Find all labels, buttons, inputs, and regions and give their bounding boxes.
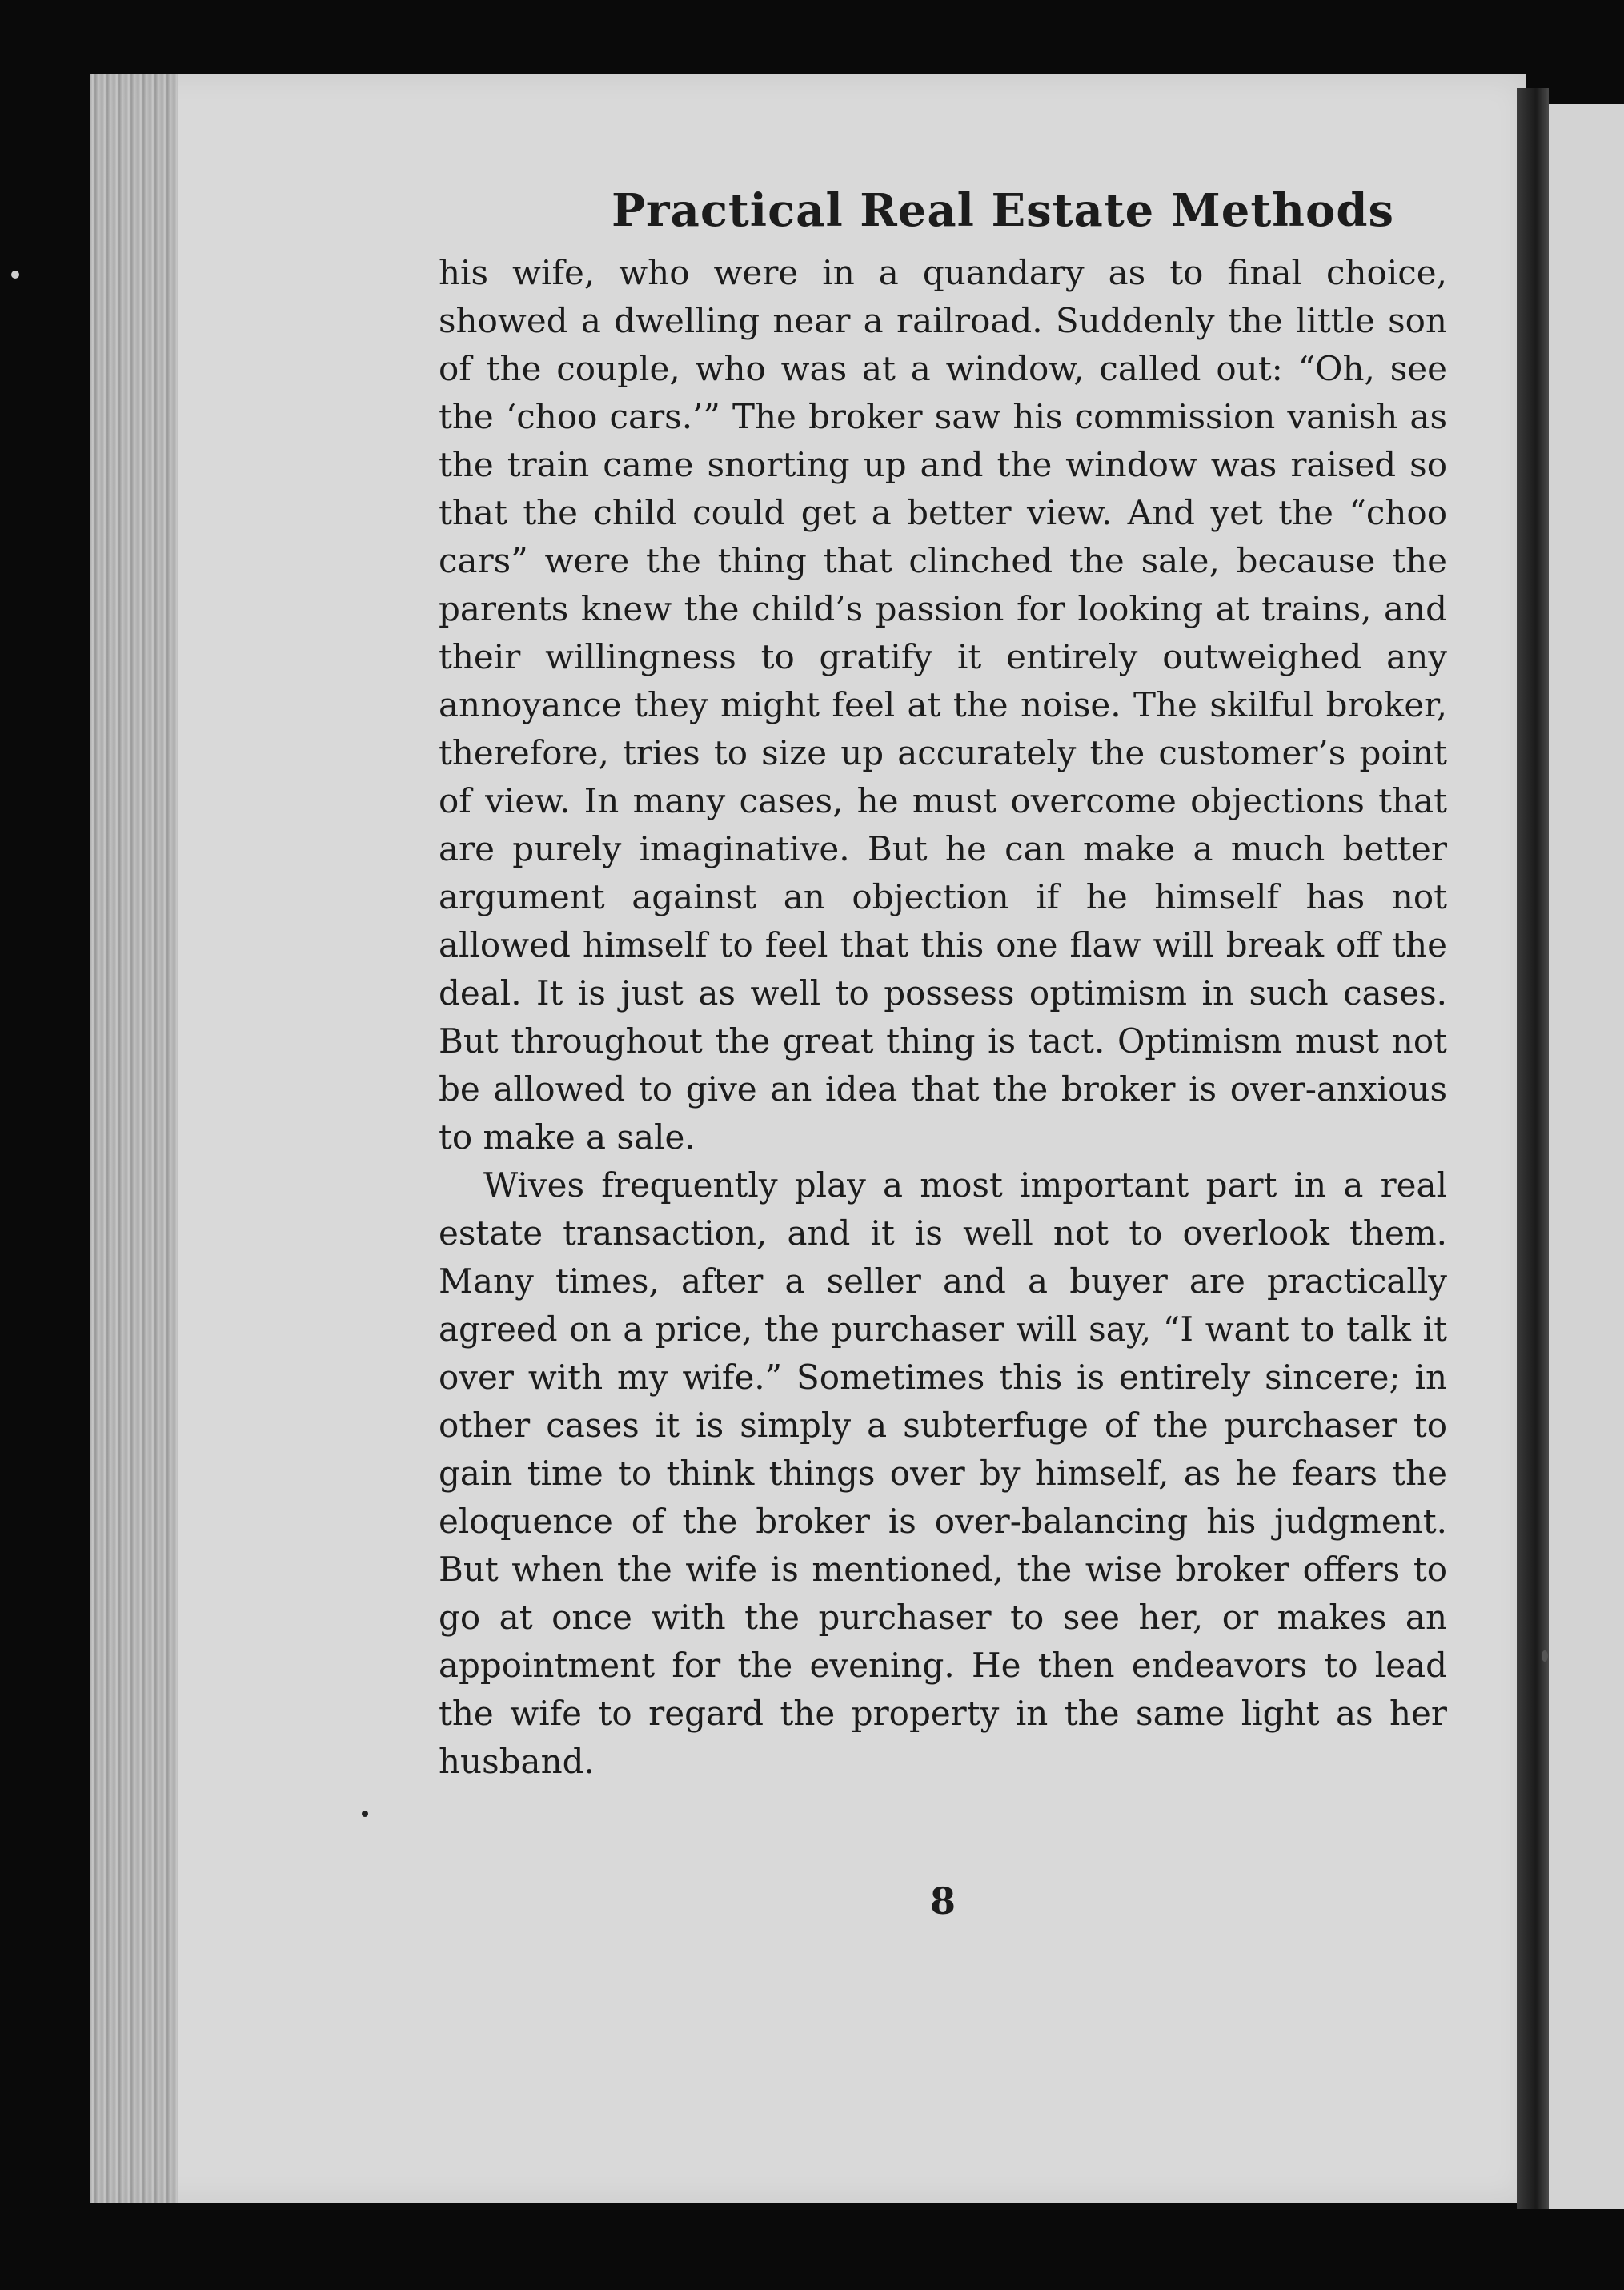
body-paragraph-1: his wife, who were in a quandary as to final choice, showed a dwelling near a railroad. Suddenly the little son of the couple, who was at a window, called out: “Oh, see the ‘choo cars.’” The broker saw his commission vanish as the train came snorting up and the window was raised so that the child could get a better view. And yet the “choo cars” were the thing that clinched the sale, because the parents knew the child’s passion for looking at trains, and their willingness to gratify it entirely outweighed any annoyance they might feel at the noise. The skilful broker, therefore, tries to size up accurately the customer’s point of view. In many cases, he must overcome objections that are purely imaginative. But he can make a much better argument against an objection if he himself has not allowed himself to feel that this one flaw will break off the deal. It is just as well to possess optimism in such cases. But throughout the great thing is tact. Optimism must not be allowed to give an idea that the broker is over-anxious to make a sale. — [439, 253, 1447, 1157]
facing-page-edge — [1549, 104, 1624, 2209]
running-head: Practical Real Estate Methods — [611, 184, 1395, 237]
body-paragraph-2: Wives frequently play a most important part in a real estate transaction, and it is well not to overlook them. Many times, after a seller and a buyer are practically agreed on a price, the purchaser will say, “I want to talk it over with my wife.” Sometimes this is entirely sincere; in other cases it is simply a subterfuge of the purchaser to gain time to think things over by himself, as he fears the eloquence of the broker is over-balancing his judgment. But when the wife is mentioned, the wise broker offers to go at once with the purchaser to see her, or makes an appointment for the evening. He then endeavors to lead the wife to regard the property in the same light as her husband. — [439, 1165, 1447, 1782]
page-gutter — [90, 74, 178, 2203]
page-text-block — [439, 184, 1447, 1945]
page-number: 8 — [929, 1879, 956, 1923]
dust-speck — [11, 271, 19, 279]
dust-speck — [362, 1811, 368, 1817]
dust-speck — [1542, 1650, 1548, 1662]
book-edge-shadow — [1517, 88, 1549, 2209]
